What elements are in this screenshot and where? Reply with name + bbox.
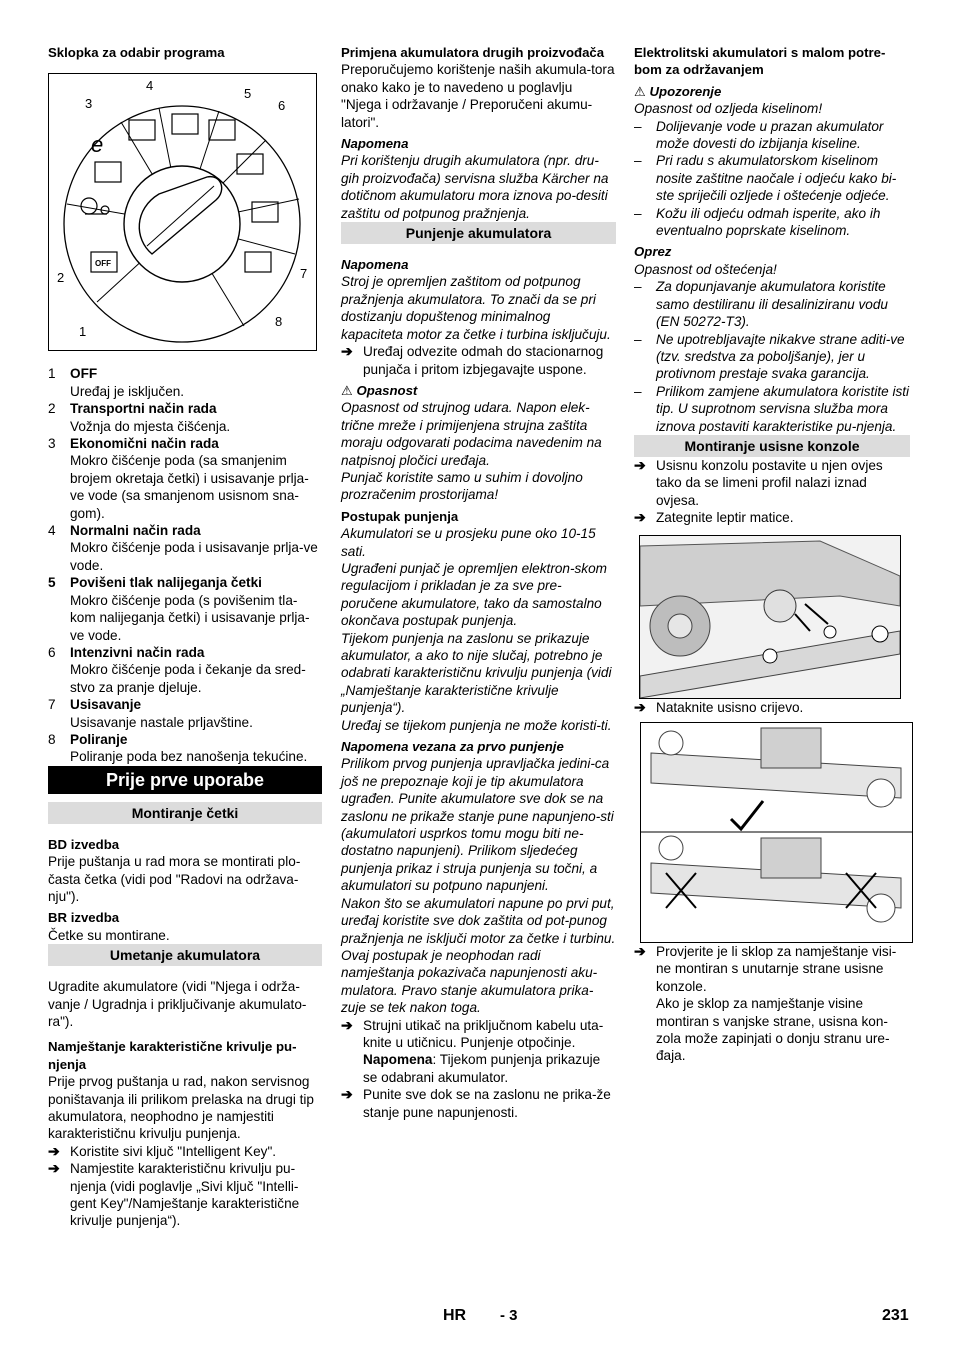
list-item: ➔ Punite sve dok se na zaslonu ne prika-že stanje pune napunjenosti.: [341, 1086, 611, 1120]
list-item: 1 OFF Uređaj je isključen.: [48, 366, 185, 399]
list-item: ➔ Koristite sivi ključ "Intelligent Key".: [48, 1142, 277, 1159]
procedure-text-3: Tijekom punjenja na zaslonu se prikazuje akumulator, a ako to nije slučaj, potrebno je odabrati karakterističnu krivulju punjenja (vidi „Namještanje karakteristične krivulje punjenja“).: [341, 630, 612, 716]
danger-text-2: Punjač koristite samo u suhim i dovoljno prozračenim prostorijama!: [341, 469, 583, 503]
footer-language: HR: [443, 1307, 467, 1324]
list-item: 4 Normalni način rada Mokro čišćenje poda i usisavanje prlja-ve vode.: [48, 523, 318, 573]
list-item: ➔ Uređaj odvezite odmah do stacionarnog punjača i pritom izbjegavajte uspone.: [341, 343, 604, 377]
squeegee-mount-figure: [639, 535, 901, 699]
list-item: – Dolijevanje vode u prazan akumulator može dovesti do izbijanja kiseline.: [634, 118, 884, 152]
dial-number-4: 4: [146, 78, 154, 94]
list-item: – Prilikom zamjene akumulatora koristite isti tip. U suprotnom servisna služba mora iznova postaviti karakteristike pu-njenja.: [634, 383, 910, 434]
eco-e-icon: e: [91, 132, 104, 158]
band-mount-squeegee: Montiranje usisne konzole: [634, 435, 910, 457]
section-title: Prije prve uporabe: [48, 766, 322, 794]
arrow-icon: ➔: [48, 1142, 60, 1159]
warning-triangle-icon: ⚠: [341, 382, 353, 398]
note2-text: Stroj je opremljen zaštitom od potpunog pražnjenja akumulatora. To znači da se pri dostizanju dopuštenog minimalnog kapaciteta motor za četke i turbina isključuju.: [341, 274, 611, 342]
dial-number-6: 6: [278, 98, 286, 114]
warning-title: ⚠ Upozorenje: [634, 83, 722, 99]
arrow-icon: ➔: [634, 942, 646, 959]
list-item: – Za dopunjavanje akumulatora koristite samo destiliranu ili desaliniziranu vodu (EN 50272-T3).: [634, 279, 888, 330]
arrow-icon: ➔: [48, 1160, 60, 1177]
band-brushes: Montiranje četki: [48, 802, 322, 824]
footer-page-number: 231: [882, 1307, 909, 1324]
list-item: ➔ Usisnu konzolu postavite u njen ovjes tako da se limeni profil nalazi iznad ovjesa.: [634, 456, 883, 508]
dial-number-8: 8: [275, 314, 283, 330]
curve-title: Namještanje karakteristične krivulje pu-njenja: [48, 1039, 297, 1072]
column-right: [634, 44, 910, 1065]
arrow-icon: ➔: [341, 1086, 353, 1103]
battery-text: Ugradite akumulatore (vidi "Njega i održa-vanje / Ugradnja i priključivanje akumulato-ra").: [48, 979, 307, 1029]
height-adjust-figure: [640, 722, 913, 943]
procedure-title: Postupak punjenja: [341, 508, 459, 524]
program-selector-dial: [49, 74, 316, 350]
check-text: Ako je sklop za namještanje visine montiran s vanjske strane, usisna kon-zola može zapinjati o donju stranu ure-đaja.: [656, 996, 890, 1064]
curve-text: Prije prvog puštanja u rad, nakon servisnog poništavanja ili prilikom prelaska na drugi tip akumulatora, neophodno je namjestiti karakterističnu krivulju punjenja.: [48, 1074, 314, 1142]
list-item: 7 Usisavanje Usisavanje nastale prljavštine.: [48, 697, 253, 730]
procedure-text-2: Ugrađeni punjač je opremljen elektron-skom regulacijom i prikladan je za sve pre-poručene akumulatore, tako da samostalno okončava postupak punjenja.: [341, 560, 607, 629]
list-item: ➔ Zategnite leptir matice.: [634, 509, 794, 526]
note2-title: Napomena: [341, 257, 409, 273]
first-charge-text-2: Nakon što se akumulatori napune po prvi put, uređaj koristite sve dok zaštita od pot-punog pražnjenja ne isključi motor za četke i turbinu. Ovaj postupak je neophodan radi namještanja pokazivača napunjenosti aku-mulatora. Pravo stanje akumulatora prika-zuje se tek nakon toga.: [341, 895, 616, 1016]
warning-triangle-icon: ⚠: [634, 83, 646, 99]
caution-title: Oprez: [634, 244, 672, 260]
list-item: – Kožu ili odjeću odmah isperite, ako ih eventualno poprskate kiselinom.: [634, 205, 881, 239]
note1-title: Napomena: [341, 136, 409, 152]
column-left: [48, 44, 322, 1230]
br-text: Četke su montirane.: [48, 927, 170, 943]
list-item: ➔ Provjerite je li sklop za namještanje visi-ne montiran s unutarnje strane usisne konzole.: [634, 942, 897, 994]
column-middle: [341, 44, 616, 1121]
arrow-icon: ➔: [341, 343, 353, 360]
bd-title: BD izvedba: [48, 836, 120, 852]
arrow-icon: ➔: [634, 698, 646, 715]
danger-text: Opasnost od strujnog udara. Napon elek-trične mreže i primijenjena strujna zaštita moraju odgovarati podacima navedenim na natpisnoj pločici uređaja.: [341, 400, 602, 468]
arrow-icon: ➔: [634, 456, 646, 473]
first-charge-title: Napomena vezana za prvo punjenje: [341, 739, 564, 755]
list-item: 8 Poliranje Poliranje poda bez nanošenja tekućine.: [48, 731, 308, 765]
selector-title: Sklopka za odabir programa: [48, 45, 225, 60]
list-item: ➔ Strujni utikač na priključnom kabelu uta-knite u utičnicu. Punjenje otpočinje. Napomena: Tijekom punjenja prikazuje se odabrani akumulator.: [341, 1016, 604, 1085]
list-item: 3 Ekonomični način rada Mokro čišćenje poda (sa smanjenim brojem okretaja četki) i usisavanje prlja-ve vode (sa smanjenom usisnom sna-gom).: [48, 436, 309, 521]
arrow-icon: ➔: [634, 509, 646, 526]
off-label: OFF: [95, 259, 111, 269]
list-item: 6 Intenzivni način rada Mokro čišćenje poda i čekanje da sred-stvo za pranje djeluje.: [48, 644, 306, 695]
dial-number-5: 5: [244, 86, 252, 102]
program-selector-figure: [48, 73, 317, 351]
warning-text: Opasnost od ozljeda kiselinom!: [634, 101, 823, 117]
other-batteries-text: Preporučujemo korištenje naših akumula-tora onako kako je to navedeno u poglavlju "Njega i održavanje / Preporučeni akumu-latori".: [341, 62, 615, 130]
procedure-text-4: Uređaj se tijekom punjenja ne može koristi-ti.: [341, 717, 612, 733]
caution-text: Opasnost od oštećenja!: [634, 261, 777, 277]
list-item: ➔ Namjestite karakterističnu krivulju pu-njenja (vidi poglavlje „Sivi ključ "Intelli-gent Key"/Namještanje karakteristične krivulje punjenja“).: [48, 1160, 300, 1229]
first-charge-text-1: Prilikom prvog punjenja upravljačka jedini-ca još ne prepoznaje koji je tip akumulatora ugrađen. Punite akumulatore sve dok se na zaslonu ne prikaže stanje pune napunjeno-sti (akumulatori usprkos tomu mogu biti ne-dostatno napunjeni). Prilikom sljedećeg punjenja prikaz i struja punjenja su točni, a akumulatori su potpuno napunjeni.: [341, 756, 614, 894]
arrow-icon: ➔: [341, 1016, 353, 1033]
list-item: – Ne upotrebljavajte nikakve strane aditi-ve (tzv. sredstva za poboljšanje), jer u protivnom prestaje svaka garancija.: [634, 331, 905, 382]
dial-number-3: 3: [85, 96, 93, 112]
dial-number-2: 2: [57, 270, 65, 286]
list-item: – Pri radu s akumulatorskom kiselinom nosite zaštitne naočale i odjeću kako bi-ste spriječili ozljede i oštećenje odjeće.: [634, 153, 897, 204]
dial-number-1: 1: [79, 324, 87, 340]
height-adjust-illustration: [641, 723, 912, 942]
list-item: ➔ Nataknite usisno crijevo.: [634, 698, 804, 715]
bd-text: Prije puštanja u rad mora se montirati plo-časta četka (vidi pod "Radovi na održava-nju").: [48, 854, 301, 904]
danger-title: ⚠ Opasnost: [341, 382, 418, 398]
band-charging: Punjenje akumulatora: [341, 222, 616, 244]
program-list: [48, 365, 322, 765]
dial-number-7: 7: [300, 266, 308, 282]
list-item: 2 Transportni način rada Vožnja do mjesta čišćenja.: [48, 401, 231, 434]
procedure-text-1: Akumulatori se u prosjeku pune oko 10-15 sati.: [341, 526, 596, 559]
footer-page-sep: - 3: [500, 1307, 518, 1324]
band-battery: Umetanje akumulatora: [48, 944, 322, 966]
electrolyte-title: Elektrolitski akumulatori s malom potre-bom za održavanjem: [634, 45, 886, 78]
squeegee-mount-illustration: [640, 536, 900, 698]
br-title: BR izvedba: [48, 910, 120, 926]
note1-text: Pri korištenju drugih akumulatora (npr. dru-gih proizvođača) servisna služba Kärcher na dotičnom akumulatoru mora iznova po-desiti zaštitu od potpunog pražnjenja.: [341, 153, 609, 221]
other-batteries-title: Primjena akumulatora drugih proizvođača: [341, 45, 605, 60]
list-item: 5 Povišeni tlak nalijeganja četki Mokro čišćenje poda (s povišenim tla-kom nalijeganja četki) i usisavanje prlja-ve vode.: [48, 575, 310, 643]
